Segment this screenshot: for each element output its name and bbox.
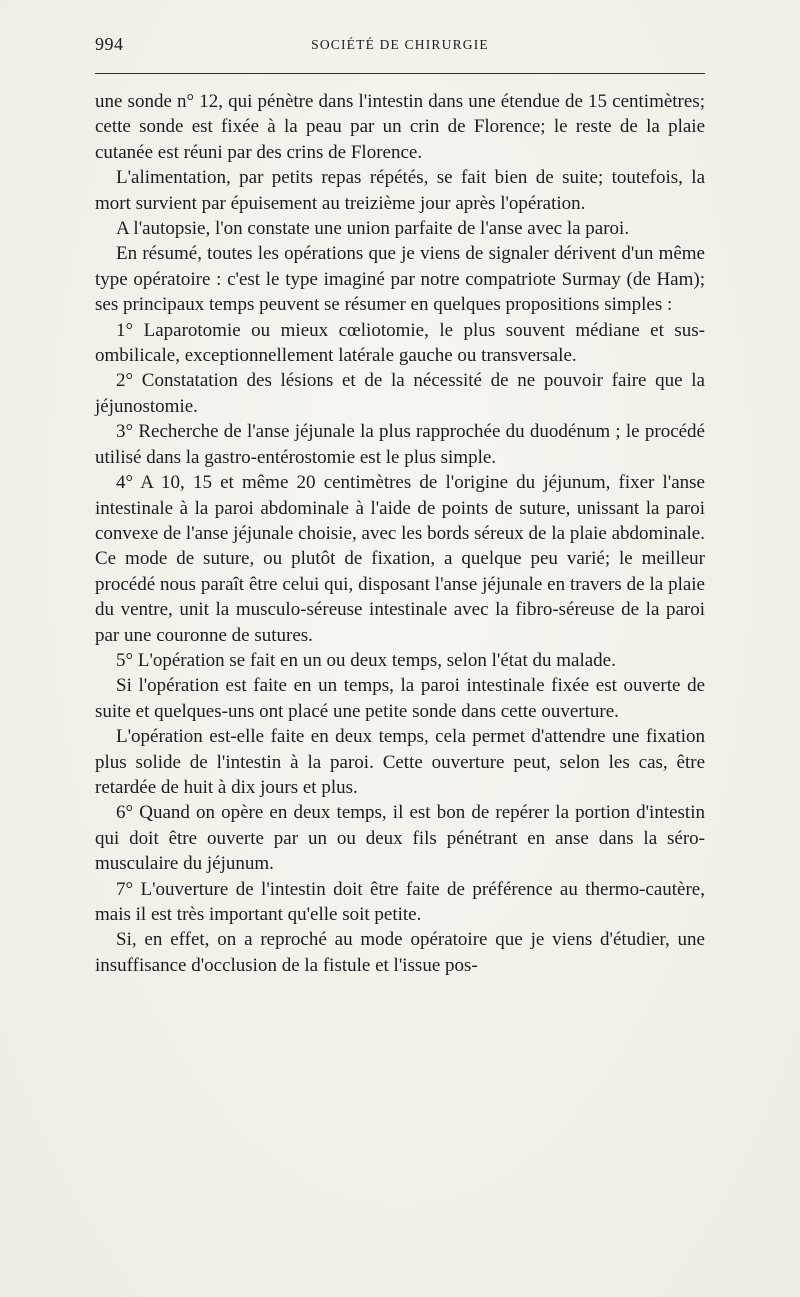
running-title: SOCIÉTÉ DE CHIRURGIE [311, 37, 489, 52]
paragraph-step-7: 7° L'ouverture de l'intestin doit être faite de préférence au thermo-cautère, mais il est très important qu'elle soit petite. [95, 878, 705, 925]
paragraph-autopsie: A l'autopsie, l'on constate une union parfaite de l'anse avec la paroi. [116, 218, 630, 240]
paragraph-alimentation: L'alimentation, par petits repas répétés, se fait bien de suite; toutefois, la mort survient par épuisement au treizième jour après l'opération. [95, 167, 705, 214]
paragraph-continuation: une sonde n° 12, qui pénètre dans l'intestin dans une étendue de 15 centimètres; cette sonde est fixée à la peau par un crin de Florence; le reste de la plaie cutanée est réuni par des crins de Florence. [95, 91, 705, 163]
page-number: 994 [95, 34, 124, 54]
paragraph-resume: En résumé, toutes les opérations que je viens de signaler dérivent d'un même type opératoire : c'est le type imaginé par notre compatriote Surmay (de Ham); ses principaux temps peuvent se résumer en quelques propositions simples : [95, 243, 705, 316]
paragraph-step-6: 6° Quand on opère en deux temps, il est bon de repérer la portion d'intestin qui doit être ouverte par un ou deux fils pénétrant en anse dans la séro-musculaire du jéjunum. [95, 802, 705, 875]
paragraph-step-2: 2° Constatation des lésions et de la nécessité de ne pouvoir faire que la jéjunostomie. [95, 370, 705, 417]
body-text [95, 89, 705, 978]
paragraph-step-4: 4° A 10, 15 et même 20 centimètres de l'origine du jéjunum, fixer l'anse intestinale à la paroi abdominale à l'aide de points de suture, unissant la paroi convexe de l'anse jéjunale choisie, avec les bords séreux de la plaie abdominale. Ce mode de suture, ou plutôt de fixation, a quelque peu varié; le meilleur procédé nous paraît être celui qui, disposant l'anse jéjunale en travers de la plaie du ventre, unit la musculo-séreuse intestinale avec la fibro-séreuse de la paroi par une couronne de sutures. [95, 472, 705, 646]
paragraph-step-5: 5° L'opération se fait en un ou deux temps, selon l'état du malade. [116, 649, 616, 671]
paragraph-two-stage: L'opération est-elle faite en deux temps, cela permet d'attendre une fixation plus solide de l'intestin à la paroi. Cette ouverture peut, selon les cas, être retardée de huit à dix jours et plus. [95, 726, 705, 798]
paragraph-one-stage: Si l'opération est faite en un temps, la paroi intestinale fixée est ouverte de suite et quelques-uns ont placé une petite sonde dans cette ouverture. [95, 675, 705, 722]
paragraph-final: Si, en effet, on a reproché au mode opératoire que je viens d'étudier, une insuffisance d'occlusion de la fistule et l'issue pos- [95, 929, 705, 976]
header-rule [95, 73, 705, 74]
page-header [95, 34, 705, 64]
paragraph-step-3: 3° Recherche de l'anse jéjunale la plus rapprochée du duodénum ; le procédé utilisé dans la gastro-entérostomie est le plus simple. [95, 421, 705, 468]
paragraph-step-1: 1° Laparotomie ou mieux cœliotomie, le plus souvent médiane et sus-ombilicale, exceptionnellement latérale gauche ou transversale. [95, 319, 705, 367]
